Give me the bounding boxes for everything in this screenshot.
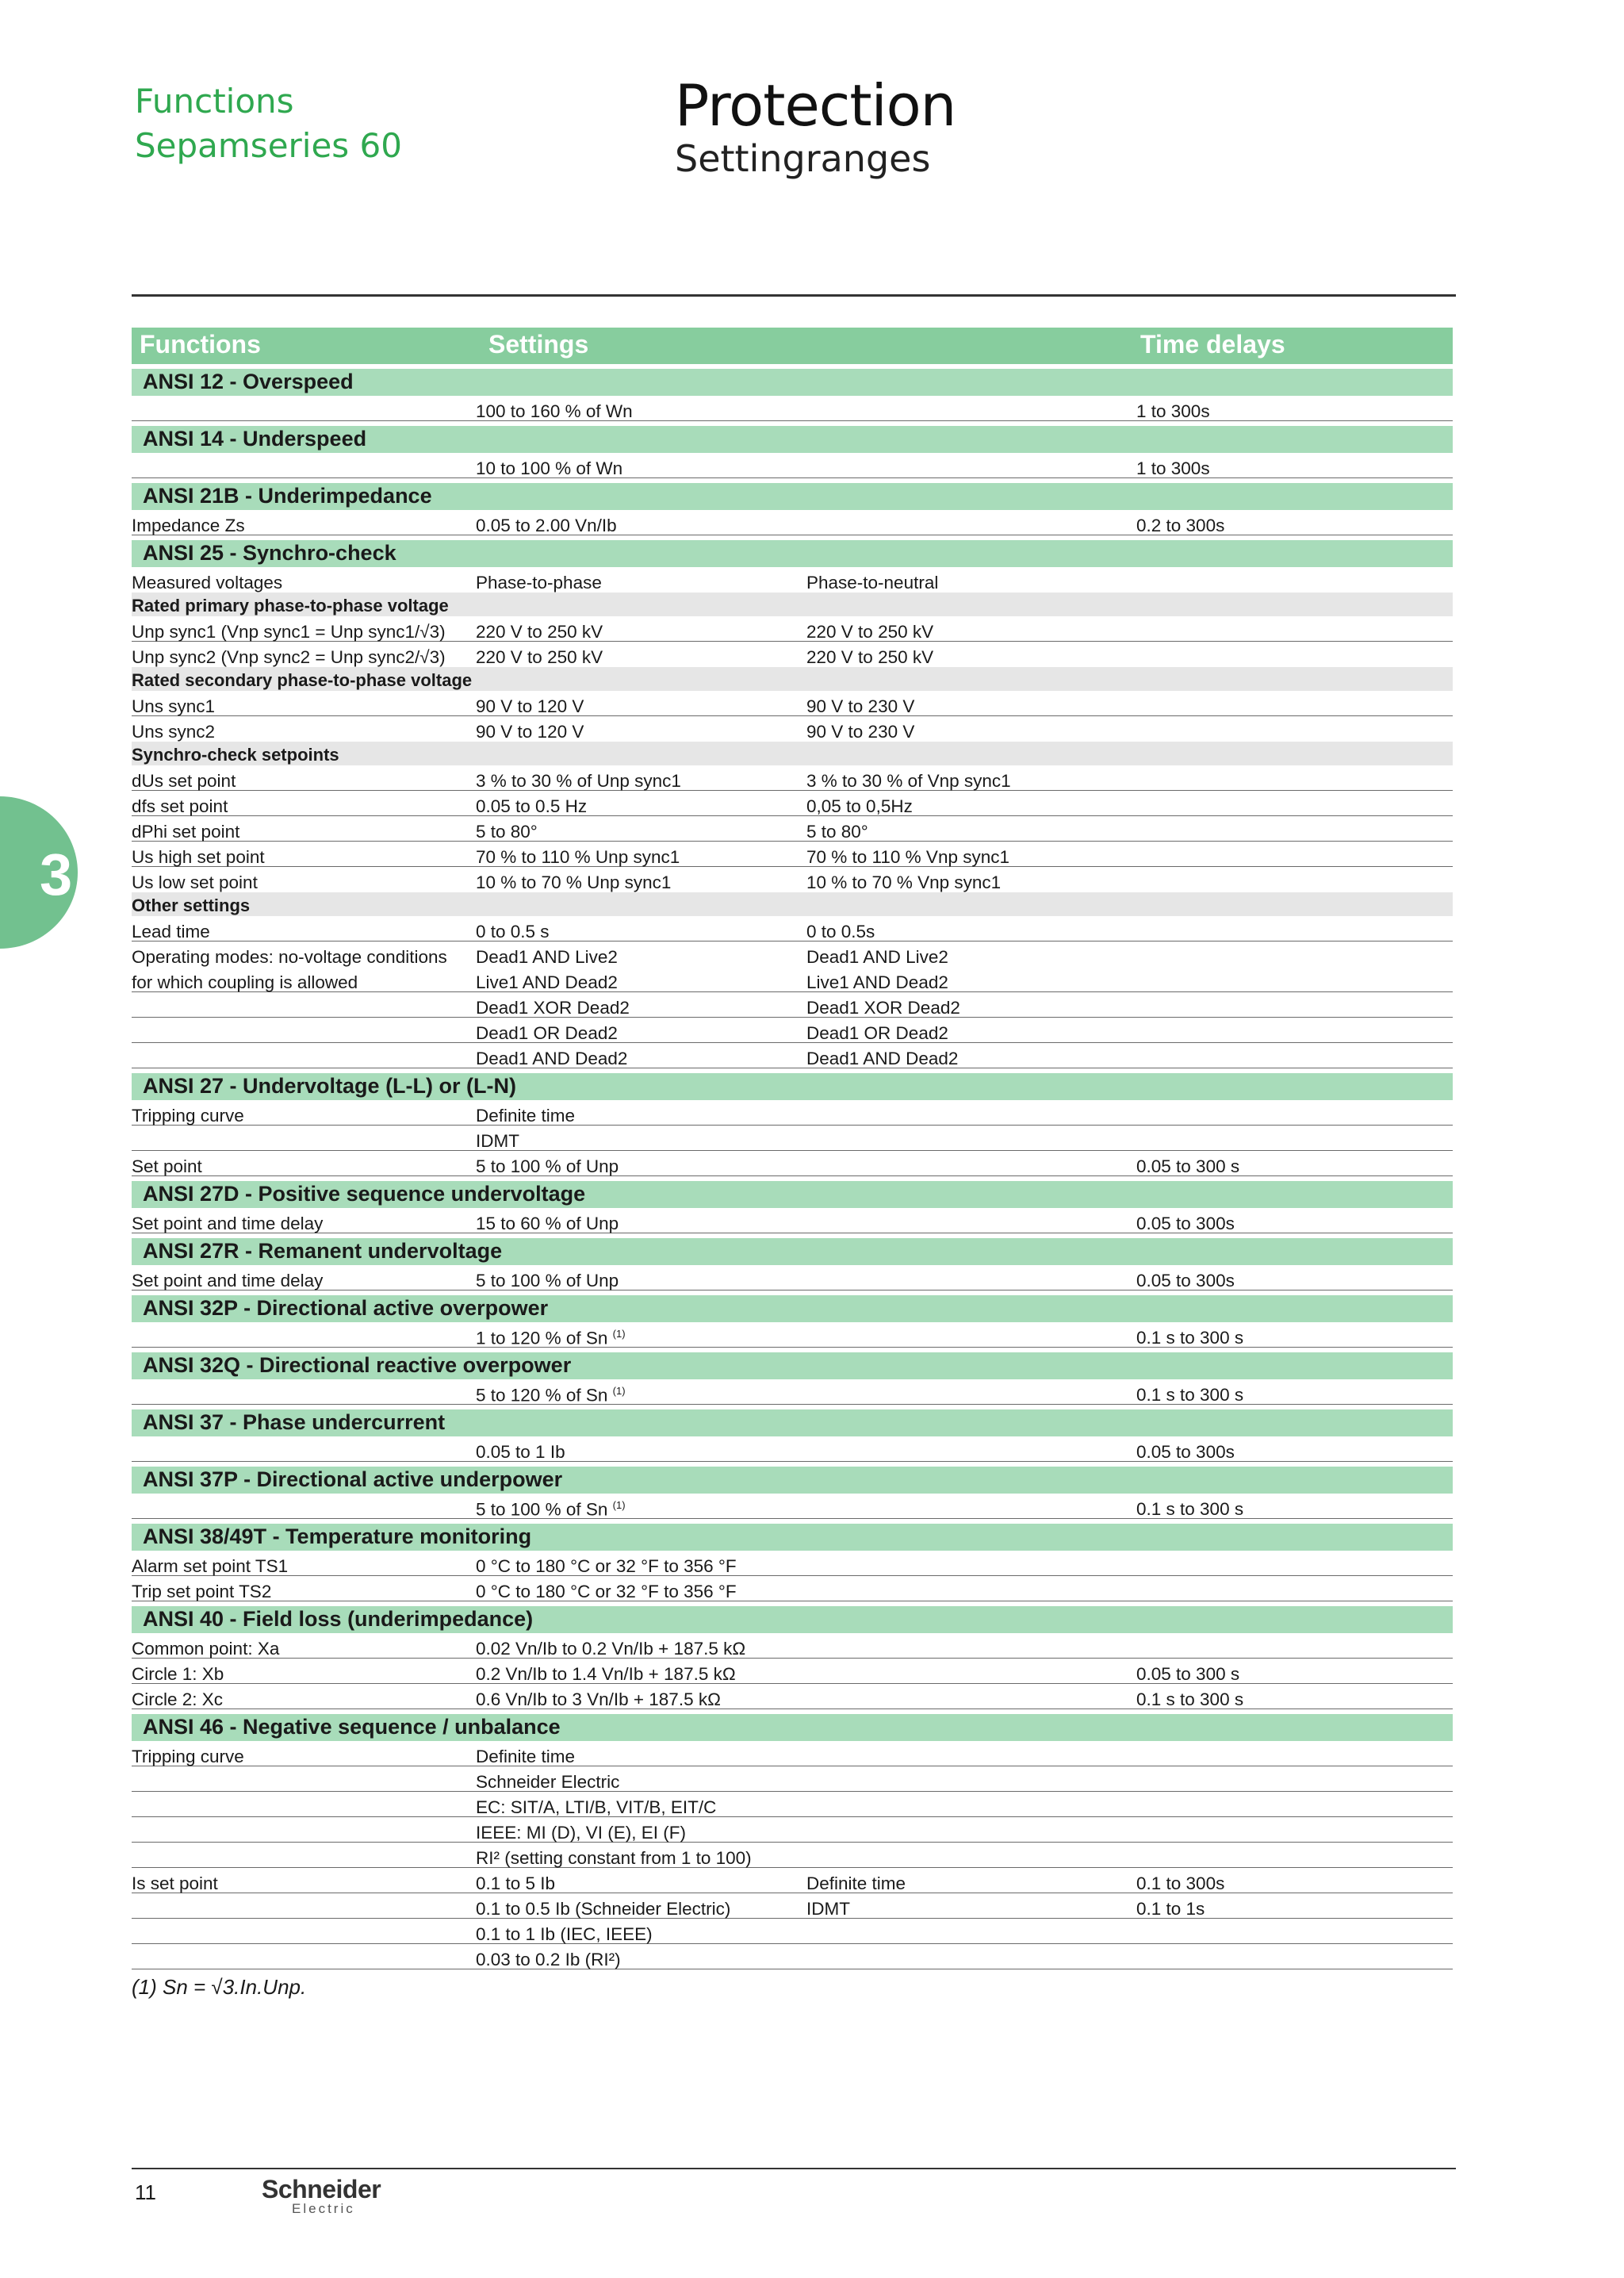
cell-c3	[806, 847, 1009, 868]
table-row	[132, 642, 1453, 667]
cell-text: Us high set point	[132, 847, 265, 867]
footnote-ref: (1)	[612, 1328, 626, 1340]
cell-text: 1 to 300s	[1136, 401, 1210, 421]
cell-text: Uns sync2	[132, 722, 216, 742]
cell-text: Set point and time delay	[132, 1271, 324, 1290]
cell-text: Dead1 XOR Dead2	[476, 998, 630, 1018]
cell-text: 10 to 100 % of Wn	[476, 458, 623, 478]
cell-text: Dead1 AND Dead2	[476, 1049, 628, 1068]
subheading-row	[132, 667, 1453, 691]
cell-text: Set point	[132, 1156, 202, 1176]
cell-c1	[132, 847, 265, 868]
cell-c2	[476, 1873, 555, 1894]
section-title: ANSI 27D - Positive sequence undervoltage	[143, 1182, 586, 1206]
cell-c4	[1136, 458, 1210, 479]
table-row	[132, 1766, 1453, 1792]
cell-text: RI² (setting constant from 1 to 100)	[476, 1848, 752, 1868]
cell-text: 0.1 to 0.5 Ib (Schneider Electric)	[476, 1899, 731, 1919]
cell-c4	[1136, 1873, 1224, 1894]
cell-c3	[806, 1023, 948, 1044]
footnote-ref: (1)	[612, 1385, 626, 1397]
cell-c2	[476, 722, 584, 742]
cell-text: 0.05 to 300s	[1136, 1271, 1235, 1290]
section-title: ANSI 32P - Directional active overpower	[143, 1296, 549, 1320]
cell-c2	[476, 1899, 730, 1919]
table-row	[132, 791, 1453, 816]
section-header	[132, 1467, 1453, 1494]
table-row	[132, 1494, 1453, 1519]
cell-c2	[476, 1639, 745, 1659]
cell-c2	[476, 1823, 686, 1843]
cell-c2	[476, 1689, 721, 1710]
table-row	[132, 842, 1453, 867]
cell-text: 0.05 to 300s	[1136, 1442, 1235, 1462]
cell-text: 0.1 s to 300 s	[1136, 1689, 1244, 1709]
cell-c4	[1136, 1899, 1205, 1919]
cell-c3	[806, 947, 948, 968]
table-row	[132, 1843, 1453, 1868]
cell-text: 70 % to 110 % Vnp sync1	[806, 847, 1009, 867]
cell-text: Definite time	[476, 1106, 576, 1126]
cell-c1	[132, 796, 228, 817]
cell-c4	[1136, 1385, 1243, 1406]
cell-text: 3 % to 30 % of Vnp sync1	[806, 771, 1011, 791]
table-row	[132, 1322, 1453, 1348]
table-row	[132, 1151, 1453, 1176]
cell-c2	[476, 458, 622, 479]
cell-c2	[476, 1214, 619, 1234]
cell-c3	[806, 573, 938, 593]
cell-c2	[476, 1131, 519, 1152]
section-title: ANSI 27 - Undervoltage (L-L) or (L-N)	[143, 1074, 516, 1098]
cell-c3	[806, 872, 1001, 893]
table-row	[132, 1659, 1453, 1684]
cell-text: 1 to 300s	[1136, 458, 1210, 478]
cell-c1	[132, 1639, 279, 1659]
cell-c1	[132, 647, 446, 668]
cell-c3	[806, 696, 914, 717]
cell-text: 10 % to 70 % Unp sync1	[476, 872, 672, 892]
cell-c2	[476, 1848, 752, 1869]
section-header	[132, 1606, 1453, 1633]
cell-c3	[806, 722, 914, 742]
cell-c4	[1136, 1214, 1235, 1234]
table-row	[132, 1817, 1453, 1843]
settings-table	[132, 328, 1453, 1969]
table-row	[132, 1265, 1453, 1290]
cell-c1	[132, 696, 215, 717]
cell-text: 0 °C to 180 °C or 32 °F to 356 °F	[476, 1556, 737, 1576]
table-row	[132, 716, 1453, 742]
cell-text: Circle 2: Xc	[132, 1689, 224, 1709]
header-settings: Settings	[488, 330, 589, 359]
cell-text: 15 to 60 % of Unp	[476, 1214, 619, 1233]
cell-text: 0.03 to 0.2 Ib (RI²)	[476, 1950, 621, 1969]
table-row	[132, 765, 1453, 791]
table-row	[132, 1792, 1453, 1817]
cell-text: 0.6 Vn/Ib to 3 Vn/Ib + 187.5 kΩ	[476, 1689, 721, 1709]
cell-text: Definite time	[476, 1747, 576, 1766]
subheading-label: Synchro-check setpoints	[132, 745, 339, 765]
table-row	[132, 967, 1453, 992]
cell-c1	[132, 722, 215, 742]
cell-text: 0.1 s to 300 s	[1136, 1385, 1244, 1405]
cell-text: 0.1 to 5 Ib	[476, 1873, 556, 1893]
cell-c3	[806, 622, 933, 642]
cell-text: 0.2 to 300s	[1136, 516, 1225, 535]
cell-text: 0.1 s to 300 s	[1136, 1499, 1244, 1519]
section-header	[132, 483, 1453, 510]
cell-text: 0 to 0.5s	[806, 922, 875, 941]
cell-c3	[806, 972, 948, 993]
cell-c1	[132, 1747, 244, 1767]
cell-text: 220 V to 250 kV	[476, 622, 603, 642]
cell-text: 0.05 to 0.5 Hz	[476, 796, 588, 816]
bottom-divider	[132, 2168, 1456, 2169]
cell-text: 3 % to 30 % of Unp sync1	[476, 771, 681, 791]
cell-c1	[132, 573, 282, 593]
table-row	[132, 1126, 1453, 1151]
section-title: ANSI 38/49T - Temperature monitoring	[143, 1524, 532, 1548]
cell-text: Us low set point	[132, 872, 258, 892]
cell-c3	[806, 998, 960, 1018]
cell-text: Dead1 OR Dead2	[806, 1023, 948, 1043]
section-header	[132, 1714, 1453, 1741]
cell-text: 5 to 80°	[806, 822, 868, 842]
section-header	[132, 1238, 1453, 1265]
cell-c2	[476, 1950, 621, 1970]
cell-text: 1 to 120 % of Sn	[476, 1328, 608, 1348]
cell-c2	[476, 1049, 627, 1069]
table-row	[132, 1208, 1453, 1233]
cell-text: Tripping curve	[132, 1106, 244, 1126]
cell-c3	[806, 1049, 958, 1069]
header-time-delays: Time delays	[1140, 330, 1285, 359]
cell-c1	[132, 516, 245, 536]
cell-c1	[132, 1156, 202, 1177]
section-title: ANSI 14 - Underspeed	[143, 427, 367, 451]
cell-c2	[476, 796, 587, 817]
cell-c2	[476, 1328, 626, 1349]
table-row	[132, 691, 1453, 716]
cell-text: Is set point	[132, 1873, 218, 1893]
brand-logo-name: Schneider	[262, 2175, 381, 2203]
cell-c2	[476, 1924, 653, 1945]
section-header	[132, 1524, 1453, 1551]
section-header	[132, 426, 1453, 453]
cell-c1	[132, 1271, 323, 1291]
cell-text: 220 V to 250 kV	[806, 622, 934, 642]
cell-text: 10 % to 70 % Vnp sync1	[806, 872, 1002, 892]
page-number: 11	[135, 2180, 156, 2204]
cell-text: Common point: Xa	[132, 1639, 280, 1659]
section-label-line1: Functions	[135, 82, 294, 121]
cell-text: Alarm set point TS1	[132, 1556, 289, 1576]
cell-c2	[476, 1747, 575, 1767]
subheading-label: Rated primary phase-to-phase voltage	[132, 596, 449, 616]
footnote: (1) Sn = √3.In.Unp.	[132, 1975, 307, 1999]
table-row	[132, 1944, 1453, 1969]
cell-text: 0.05 to 2.00 Vn/Ib	[476, 516, 617, 535]
cell-c2	[476, 1023, 618, 1044]
cell-text: IEEE: MI (D), VI (E), EI (F)	[476, 1823, 687, 1843]
cell-c3	[806, 1873, 906, 1894]
cell-c2	[476, 822, 538, 842]
table-row	[132, 1868, 1453, 1893]
cell-c1	[132, 947, 447, 968]
page-title: Protection	[675, 72, 956, 139]
cell-c2	[476, 1582, 737, 1602]
cell-text: Dead1 AND Dead2	[806, 1049, 959, 1068]
page-subtitle: Settingranges	[675, 137, 931, 180]
cell-text: for which coupling is allowed	[132, 972, 358, 992]
cell-text: IDMT	[476, 1131, 519, 1151]
cell-c2	[476, 1156, 619, 1177]
cell-text: 0.05 to 300 s	[1136, 1664, 1240, 1684]
table-row	[132, 1043, 1453, 1068]
cell-c2	[476, 401, 633, 422]
cell-c2	[476, 1556, 737, 1577]
cell-text: Live1 AND Dead2	[806, 972, 948, 992]
cell-text: dUs set point	[132, 771, 236, 791]
cell-text: 5 to 120 % of Sn	[476, 1385, 608, 1406]
table-row	[132, 816, 1453, 842]
cell-c3	[806, 822, 868, 842]
section-label	[135, 79, 402, 168]
section-title: ANSI 46 - Negative sequence / unbalance	[143, 1715, 561, 1739]
cell-c2	[476, 647, 603, 668]
cell-text: Unp sync2 (Vnp sync2 = Unp sync2/√3)	[132, 647, 446, 667]
table-row	[132, 1576, 1453, 1601]
brand-logo	[262, 2176, 381, 2216]
cell-c2	[476, 998, 630, 1018]
table-row	[132, 1741, 1453, 1766]
cell-c1	[132, 922, 210, 942]
cell-c4	[1136, 1442, 1235, 1463]
section-title: ANSI 12 - Overspeed	[143, 370, 354, 393]
cell-c1	[132, 822, 239, 842]
cell-text: Trip set point TS2	[132, 1582, 272, 1601]
cell-c1	[132, 1582, 271, 1602]
cell-text: Dead1 AND Live2	[806, 947, 948, 967]
section-header	[132, 1073, 1453, 1100]
cell-c3	[806, 647, 933, 668]
table-row	[132, 1684, 1453, 1709]
cell-text: Measured voltages	[132, 573, 283, 593]
table-row	[132, 616, 1453, 642]
cell-c1	[132, 771, 236, 792]
cell-text: 5 to 100 % of Unp	[476, 1156, 619, 1176]
cell-text: 0.05 to 300 s	[1136, 1156, 1240, 1176]
subheading-row	[132, 593, 1453, 616]
cell-c4	[1136, 1156, 1239, 1177]
cell-text: 0.1 to 1s	[1136, 1899, 1205, 1919]
cell-text: 100 to 160 % of Wn	[476, 401, 633, 421]
chapter-number: 3	[40, 842, 73, 907]
cell-text: EC: SIT/A, LTI/B, VIT/B, EIT/C	[476, 1797, 717, 1817]
cell-text: Uns sync1	[132, 696, 216, 716]
subheading-label: Other settings	[132, 895, 251, 915]
cell-text: 5 to 100 % of Unp	[476, 1271, 619, 1290]
cell-c1	[132, 1873, 218, 1894]
cell-c2	[476, 516, 617, 536]
cell-c2	[476, 573, 602, 593]
cell-c4	[1136, 401, 1210, 422]
table-row	[132, 1919, 1453, 1944]
cell-text: 70 % to 110 % Unp sync1	[476, 847, 680, 867]
cell-c2	[476, 1664, 736, 1685]
section-header	[132, 1295, 1453, 1322]
cell-text: Set point and time delay	[132, 1214, 324, 1233]
cell-c1	[132, 622, 446, 642]
cell-text: Lead time	[132, 922, 210, 941]
cell-text: Impedance Zs	[132, 516, 245, 535]
table-row	[132, 1551, 1453, 1576]
cell-c2	[476, 847, 680, 868]
cell-text: 220 V to 250 kV	[806, 647, 934, 667]
cell-text: 90 V to 120 V	[476, 696, 584, 716]
cell-text: 0.2 Vn/Ib to 1.4 Vn/Ib + 187.5 kΩ	[476, 1664, 736, 1684]
header-functions: Functions	[140, 330, 261, 359]
table-row	[132, 941, 1453, 967]
section-header	[132, 1181, 1453, 1208]
cell-c1	[132, 1664, 224, 1685]
subheading-row	[132, 742, 1453, 765]
cell-c2	[476, 696, 584, 717]
cell-c4	[1136, 1328, 1243, 1348]
cell-text: 90 V to 120 V	[476, 722, 584, 742]
cell-text: dPhi set point	[132, 822, 240, 842]
cell-c2	[476, 622, 603, 642]
section-header	[132, 1409, 1453, 1436]
cell-text: 5 to 80°	[476, 822, 538, 842]
brand-logo-sub: Electric	[292, 2201, 355, 2216]
cell-c2	[476, 1772, 619, 1793]
cell-text: Operating modes: no-voltage conditions	[132, 947, 447, 967]
table-row	[132, 867, 1453, 892]
section-title: ANSI 21B - Underimpedance	[143, 484, 432, 508]
section-title: ANSI 27R - Remanent undervoltage	[143, 1239, 503, 1263]
table-row	[132, 510, 1453, 535]
cell-c2	[476, 1499, 626, 1521]
top-divider	[132, 294, 1456, 297]
cell-c2	[476, 972, 618, 993]
cell-c4	[1136, 1689, 1243, 1710]
cell-c1	[132, 872, 258, 893]
section-title: ANSI 37P - Directional active underpower	[143, 1467, 563, 1491]
section-label-line2: Sepamseries 60	[135, 126, 402, 165]
cell-text: 0.02 Vn/Ib to 0.2 Vn/Ib + 187.5 kΩ	[476, 1639, 746, 1659]
cell-c4	[1136, 1664, 1239, 1685]
table-row	[132, 567, 1453, 593]
table-row	[132, 1633, 1453, 1659]
table-row	[132, 916, 1453, 941]
cell-text: 0.1 to 300s	[1136, 1873, 1225, 1893]
cell-text: 0.05 to 300s	[1136, 1214, 1235, 1233]
cell-c1	[132, 1106, 244, 1126]
cell-text: dfs set point	[132, 796, 228, 816]
cell-c2	[476, 771, 681, 792]
cell-c2	[476, 922, 550, 942]
table-row	[132, 1018, 1453, 1043]
cell-c2	[476, 1106, 575, 1126]
cell-text: Phase-to-neutral	[806, 573, 939, 593]
cell-text: IDMT	[806, 1899, 850, 1919]
table-row	[132, 1436, 1453, 1462]
cell-text: Unp sync1 (Vnp sync1 = Unp sync1/√3)	[132, 622, 446, 642]
cell-text: Dead1 XOR Dead2	[806, 998, 960, 1018]
table-row	[132, 453, 1453, 478]
table-row	[132, 992, 1453, 1018]
section-header	[132, 540, 1453, 567]
cell-text: 90 V to 230 V	[806, 696, 915, 716]
cell-c3	[806, 922, 875, 942]
cell-c2	[476, 1271, 619, 1291]
cell-text: 0.05 to 1 Ib	[476, 1442, 565, 1462]
cell-c3	[806, 796, 913, 817]
cell-c2	[476, 872, 671, 893]
cell-c4	[1136, 1271, 1235, 1291]
cell-c1	[132, 1556, 288, 1577]
cell-text: Circle 1: Xb	[132, 1664, 224, 1684]
table-header	[132, 328, 1453, 364]
cell-text: Definite time	[806, 1873, 906, 1893]
cell-text: Schneider Electric	[476, 1772, 620, 1792]
footnote-ref: (1)	[612, 1499, 626, 1511]
cell-c3	[806, 771, 1011, 792]
cell-text: 5 to 100 % of Sn	[476, 1499, 608, 1520]
cell-text: Live1 AND Dead2	[476, 972, 618, 992]
cell-text: Dead1 OR Dead2	[476, 1023, 618, 1043]
cell-text: 90 V to 230 V	[806, 722, 915, 742]
cell-text: 0 °C to 180 °C or 32 °F to 356 °F	[476, 1582, 737, 1601]
cell-c1	[132, 972, 358, 993]
cell-text: 0.1 to 1 Ib (IEC, IEEE)	[476, 1924, 653, 1944]
cell-c3	[806, 1899, 850, 1919]
cell-text: Tripping curve	[132, 1747, 244, 1766]
subheading-label: Rated secondary phase-to-phase voltage	[132, 670, 473, 690]
cell-c2	[476, 1442, 565, 1463]
cell-c1	[132, 1214, 323, 1234]
cell-text: Dead1 AND Live2	[476, 947, 618, 967]
section-header	[132, 1352, 1453, 1379]
cell-c2	[476, 1797, 716, 1818]
cell-c1	[132, 1689, 223, 1710]
table-row	[132, 1379, 1453, 1405]
section-title: ANSI 37 - Phase undercurrent	[143, 1410, 446, 1434]
table-row	[132, 1893, 1453, 1919]
cell-c2	[476, 947, 618, 968]
section-title: ANSI 32Q - Directional reactive overpower	[143, 1353, 572, 1377]
cell-text: 0 to 0.5 s	[476, 922, 550, 941]
table-row	[132, 396, 1453, 421]
cell-text: Phase-to-phase	[476, 573, 602, 593]
cell-text: 0,05 to 0,5Hz	[806, 796, 913, 816]
section-title: ANSI 40 - Field loss (underimpedance)	[143, 1607, 534, 1631]
cell-c4	[1136, 1499, 1243, 1520]
subheading-row	[132, 892, 1453, 916]
section-header	[132, 369, 1453, 396]
cell-c4	[1136, 516, 1224, 536]
section-title: ANSI 25 - Synchro-check	[143, 541, 396, 565]
table-row	[132, 1100, 1453, 1126]
cell-text: 0.1 s to 300 s	[1136, 1328, 1244, 1348]
cell-text: 220 V to 250 kV	[476, 647, 603, 667]
cell-c2	[476, 1385, 626, 1406]
